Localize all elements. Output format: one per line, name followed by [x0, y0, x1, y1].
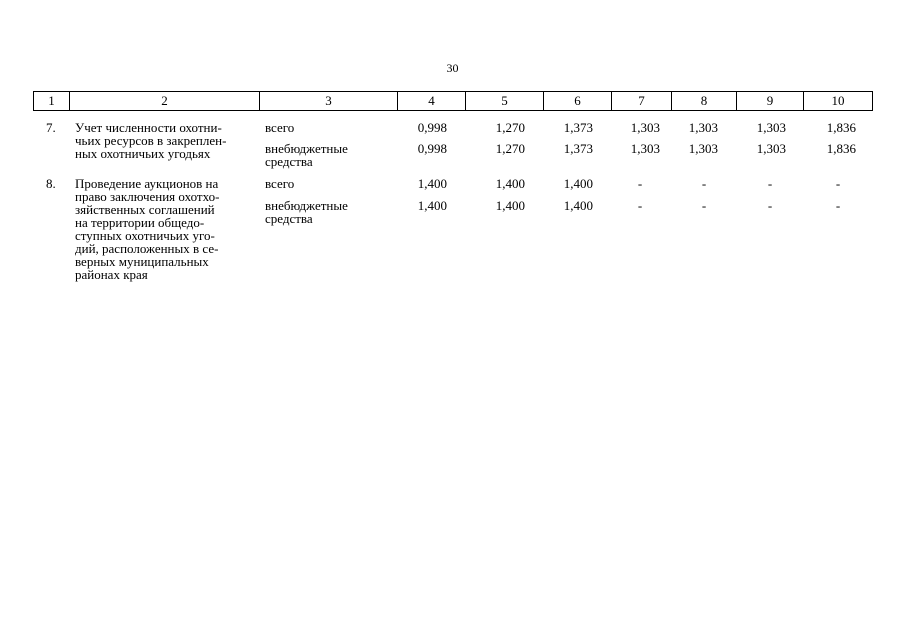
funding-source: всего [265, 120, 295, 135]
value-col-6: 1,373 [563, 120, 593, 135]
header-col-9: 9 [736, 92, 803, 110]
value-col-9: - [767, 198, 773, 213]
value-col-5: 1,400 [495, 198, 525, 213]
header-col-5: 5 [465, 92, 543, 110]
value-col-4: 1,400 [417, 176, 447, 191]
header-col-10: 10 [803, 92, 872, 110]
value-col-7: - [637, 176, 643, 191]
value-col-4: 0,998 [417, 141, 447, 156]
value-col-8: - [701, 198, 707, 213]
header-col-1: 1 [48, 93, 55, 108]
value-col-6: 1,400 [563, 176, 593, 191]
value-col-6: 1,400 [563, 198, 593, 213]
value-col-5: 1,270 [495, 120, 525, 135]
row-number: 7. [46, 120, 56, 135]
header-col-8: 8 [671, 92, 736, 110]
row-activity-name: Проведение аукционов на право заключения охотхо- зяйственных соглашений на территории общедо- ступных охотничьих уго- дий, расположенных в се- верных муниципальных районах края [75, 176, 220, 282]
funding-source: внебюджетные средства [265, 198, 348, 226]
value-col-10: - [835, 198, 841, 213]
value-col-8: - [701, 176, 707, 191]
header-col-3: 3 [259, 92, 397, 110]
value-col-7: - [637, 198, 643, 213]
value-col-10: - [835, 176, 841, 191]
value-col-4: 1,400 [417, 198, 447, 213]
table-header [33, 91, 873, 111]
value-col-10: 1,836 [826, 141, 856, 156]
header-col-4: 4 [397, 92, 465, 110]
funding-source: всего [265, 176, 295, 191]
value-col-4: 0,998 [417, 120, 447, 135]
value-col-6: 1,373 [563, 141, 593, 156]
page-number: 30 [446, 61, 459, 75]
value-col-9: 1,303 [756, 141, 786, 156]
value-col-7: 1,303 [630, 120, 660, 135]
value-col-9: - [767, 176, 773, 191]
value-col-8: 1,303 [688, 141, 718, 156]
header-col-7: 7 [611, 92, 671, 110]
row-activity-name: Учет численности охотни- чьих ресурсов в закреплен- ных охотничьих угодьях [75, 120, 227, 161]
value-col-9: 1,303 [756, 120, 786, 135]
value-col-7: 1,303 [630, 141, 660, 156]
header-col-6: 6 [543, 92, 611, 110]
value-col-5: 1,270 [495, 141, 525, 156]
funding-source: внебюджетные средства [265, 141, 348, 169]
value-col-10: 1,836 [826, 120, 856, 135]
value-col-8: 1,303 [688, 120, 718, 135]
header-col-2: 2 [69, 92, 259, 110]
row-number: 8. [46, 176, 56, 191]
value-col-5: 1,400 [495, 176, 525, 191]
